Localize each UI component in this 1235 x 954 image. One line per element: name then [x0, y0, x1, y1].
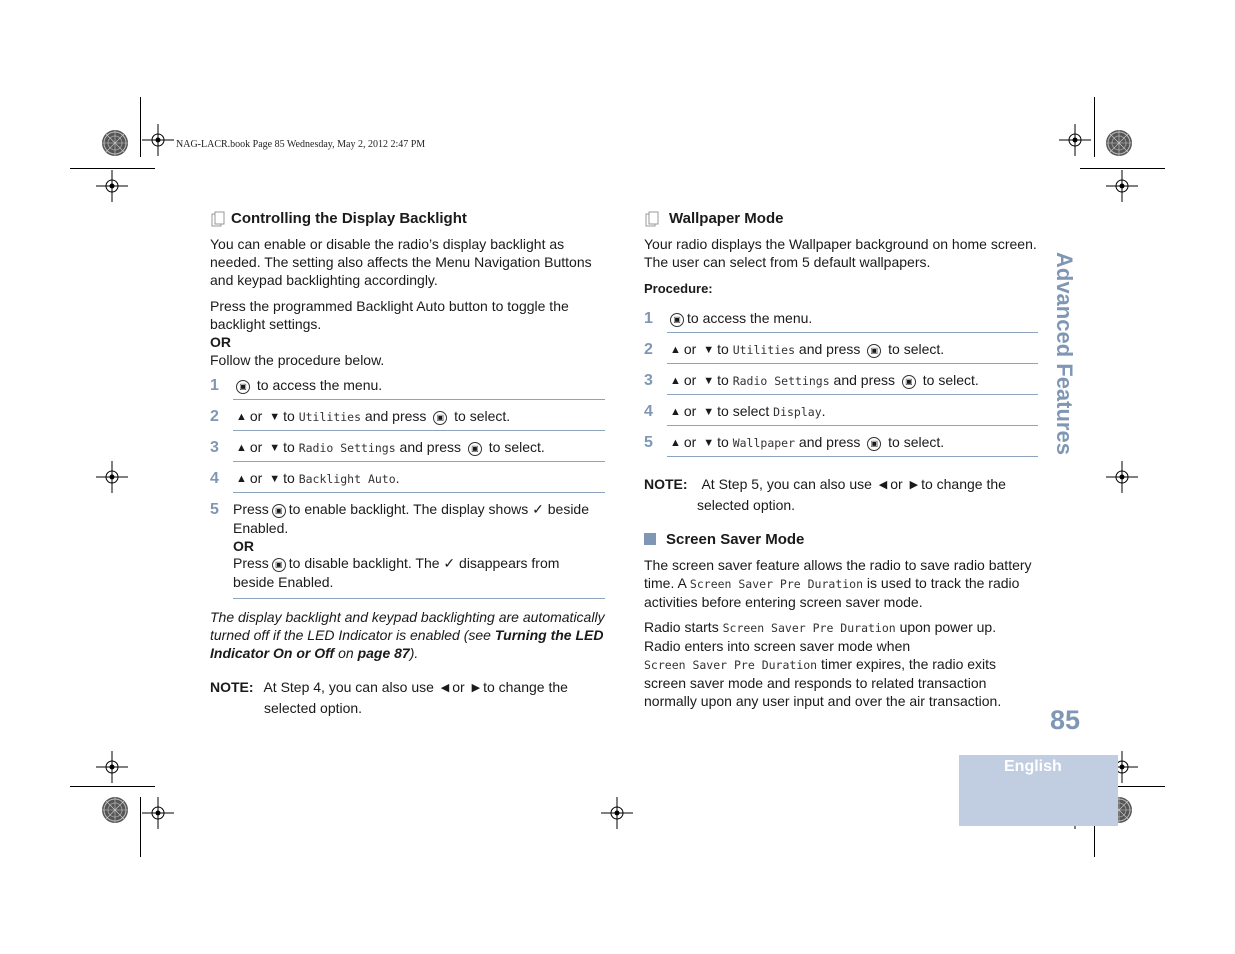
registration-cross-icon	[1059, 124, 1091, 156]
registration-cross-icon	[1106, 170, 1138, 202]
menu-ok-button-icon: ▣	[867, 437, 881, 451]
registration-cross-icon	[601, 797, 633, 829]
divider	[667, 363, 1038, 364]
down-arrow-icon: ▼	[703, 344, 715, 356]
section-bullet-icon	[645, 211, 659, 227]
left-arrow-icon: ◀	[440, 682, 450, 694]
press-paragraph: Press the programmed Backlight Auto button to toggle the backlight settings. OR Follow the procedure below.	[210, 298, 569, 368]
registration-cross-icon	[142, 124, 174, 156]
italic-note: The display backlight and keypad backlighting are automatically turned off if the LED Indicator is enabled (see Turning the LED Indicator On or Off on page 87).	[210, 609, 605, 661]
up-arrow-icon: ▲	[236, 411, 247, 423]
registration-star-icon	[102, 130, 128, 156]
step-3: 3	[210, 439, 219, 456]
side-title-text: Advanced Features	[1052, 252, 1077, 455]
divider	[667, 394, 1038, 395]
step-5: 5	[210, 501, 219, 518]
down-arrow-icon: ▼	[269, 473, 281, 485]
down-arrow-icon: ▼	[703, 406, 715, 418]
step-3: 3	[644, 372, 653, 389]
side-section-title	[1045, 250, 1095, 455]
registration-star-icon	[102, 797, 128, 823]
section-title: Controlling the Display Backlight	[231, 210, 467, 227]
down-arrow-icon: ▼	[269, 442, 281, 454]
procedure-label: Procedure:	[644, 281, 713, 296]
note-block: NOTE: At Step 5, you can also use ◀ or ▶ to change the selected option.	[644, 476, 1006, 513]
divider	[667, 456, 1038, 457]
registration-cross-icon	[96, 751, 128, 783]
menu-ok-button-icon: ▣	[902, 375, 916, 389]
divider	[233, 399, 605, 400]
right-arrow-icon: ▶	[471, 682, 481, 694]
step-4: 4	[210, 470, 219, 487]
step-4: 4	[644, 403, 653, 420]
menu-ok-button-icon: ▣	[272, 504, 286, 518]
up-arrow-icon: ▲	[670, 406, 681, 418]
step-text: to access the menu.	[256, 377, 383, 393]
down-arrow-icon: ▼	[269, 411, 281, 423]
up-arrow-icon: ▲	[236, 442, 247, 454]
divider	[667, 332, 1038, 333]
menu-ok-button-icon: ▣	[236, 380, 250, 394]
registration-cross-icon	[96, 170, 128, 202]
registration-star-icon	[1106, 130, 1132, 156]
up-arrow-icon: ▲	[670, 375, 681, 387]
divider	[667, 425, 1038, 426]
step-1: 1	[644, 310, 653, 327]
step-1: 1	[210, 377, 219, 394]
menu-ok-button-icon: ▣	[272, 558, 286, 572]
screen-saver-paragraph-1: The screen saver feature allows the radio to save radio battery time. A Screen Saver Pre Duration is used to track the radio activities before entering screen saver mode.	[644, 557, 1032, 610]
step-5: 5	[644, 434, 653, 451]
divider	[233, 430, 605, 431]
divider	[233, 461, 605, 462]
divider	[233, 492, 605, 493]
menu-ok-button-icon: ▣	[867, 344, 881, 358]
divider	[233, 598, 605, 599]
intro-paragraph: You can enable or disable the radio’s display backlight as needed. The setting also affects the Menu Navigation Buttons and keypad backlighting accordingly.	[210, 236, 592, 288]
menu-ok-button-icon: ▣	[670, 313, 684, 327]
up-arrow-icon: ▲	[670, 344, 681, 356]
section-bullet-icon	[211, 211, 225, 227]
left-arrow-icon: ◀	[878, 479, 888, 491]
up-arrow-icon: ▲	[236, 473, 247, 485]
language-tab-label: English	[1004, 758, 1062, 775]
book-header-line: NAG-LACR.book Page 85 Wednesday, May 2, 2012 2:47 PM	[176, 139, 426, 150]
right-arrow-icon: ▶	[909, 479, 919, 491]
page-number: 85	[1050, 705, 1081, 735]
registration-cross-icon	[142, 797, 174, 829]
registration-cross-icon	[1106, 461, 1138, 493]
down-arrow-icon: ▼	[703, 437, 715, 449]
up-arrow-icon: ▲	[670, 437, 681, 449]
menu-ok-button-icon: ▣	[433, 411, 447, 425]
intro-paragraph: Your radio displays the Wallpaper background on home screen. The user can select from 5 default wallpapers.	[644, 236, 1037, 270]
step-2: 2	[210, 408, 219, 425]
note-block: NOTE: At Step 4, you can also use ◀ or ▶ to change the selected option.	[210, 679, 568, 716]
section-title: Screen Saver Mode	[666, 531, 805, 548]
step-2: 2	[644, 341, 653, 358]
screen-saver-paragraph-2: Radio starts Screen Saver Pre Duration upon power up. Radio enters into screen saver mode when Screen Saver Pre Duration timer expires, the radio exits screen saver mode and responds to related transaction normally upon any user input and over the air transaction.	[644, 619, 1002, 709]
registration-cross-icon	[96, 461, 128, 493]
menu-ok-button-icon: ▣	[468, 442, 482, 456]
section-title: Wallpaper Mode	[669, 210, 784, 227]
section-square-icon	[644, 533, 656, 545]
down-arrow-icon: ▼	[703, 375, 715, 387]
